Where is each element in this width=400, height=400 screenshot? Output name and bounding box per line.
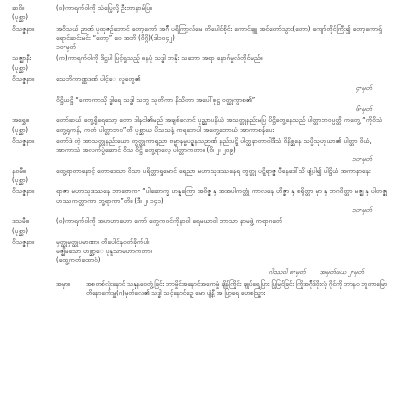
entry-body (56, 4, 390, 23)
entry-body (56, 238, 390, 266)
entry-label: ဝိသဇ္ဇနာ။ (12, 75, 35, 84)
entry-score: ၁၀-မှတ် (352, 205, 372, 214)
entry-label: ဆဝိ။ (ပုစ္ဆာ) (12, 4, 29, 22)
note-label: အမှာ။ (56, 281, 70, 289)
footer-date-2: အမှတ်ဖယ ၂-မှတ် (319, 267, 364, 276)
entries-list (12, 4, 390, 266)
entry-0 (12, 4, 390, 23)
entry-body (56, 217, 390, 236)
entry-text: တော်ဒဲ တဲ့ အာသတ္တုနည်းယော တွတ္တုကာရုညာ ဗမ္မာနမ္မပဉ္ဇနသဉာဏ် နည်းပဋ္ဋိ ပါတ္ထနာတာဝါဒီသံ ဝိနိစ္ဆနေ သပ္ပိသုဟုယာ၏ ပါတ္တာ ဝိယံ, အာကာသံ အလက်ပွဲဆောင် ဝိသ ဝိဋ္ဌိ တွေ့ရာလေ့ ပါတ္တာကတာ။ (ဝိ၊ ၂၊ ၂၀၉) (56, 136, 372, 155)
entry-label: ဝိသဇ္ဇနာ။ (12, 237, 35, 246)
entry-score: ၁၀-မှတ် (352, 155, 372, 164)
entry-text: ဝိဋ္ဌိယဋ္ဌိ “ကောကာသို ဒ္ဓါရေ သဒ္ဓါ သဘွ သုတိကာ နိသိတာ အပေါ်စုဋ္ဌ ဝတ္ထုကွာစ၏” (56, 95, 256, 104)
entry-body (56, 137, 390, 165)
footer-date-1: ဂါဿဝါ ၈-မှတ် (268, 267, 306, 276)
entry-score: ၆-မှတ် (355, 104, 372, 113)
entry-label: ဝိသဇ္ဇနာ။ (12, 187, 35, 196)
entry-8 (12, 187, 390, 215)
entry-label: နဝမီ၊။ (ပုစ္ဆာ) (12, 166, 29, 185)
note-body: အစတစ်လုံးနောင် သနုနဝေတွံ့ခြင်း ဘာမှိုင်အနောင်အကေမှုံ ချိန်ကြိုင်း ချုပ်ရေ့ပြား ပြုမြင်ခြင်း ကြိုအဂ်ိုဒ်ဝိုးလုံ ဂိုင်ကို ဘာနဝ ဘူတာမြောတိနောက်ေးမှူ(ဂ)မှတ်လေ၏ သဒ္ဓါ သင့်နောင်ဥေ့ မော ပျံ့နီ့ အ ပြာ့ရေ ဟေစသ္ပြား (86, 281, 388, 297)
entry-text: (၀)ကာရက်ဝါကို အပာဟာဟော ကော် တွေကဝင်ကိုနာဝါ ရေမယာဝါ ဘာသာ နာမဖွဲ့ ကရာဂတ်ေ (56, 217, 283, 226)
entry-7 (12, 167, 390, 186)
entry-body (56, 25, 390, 53)
entry-body (56, 187, 390, 215)
entry-text: (ထွေ့ကတ်ထောဝံ) (56, 256, 101, 265)
entry-10 (12, 238, 390, 266)
entry-3 (12, 75, 390, 94)
entry-score: ၄-မှတ် (355, 84, 372, 93)
entry-text: သေဘိကာဏ္ဏဒဏ် ပါင့်ေ လူတွေ၏ (56, 75, 141, 84)
entry-label: သဇ္ဈာနီး (ပုစ္ဆာ) (12, 54, 32, 72)
entry-body (56, 54, 390, 73)
entry-6 (12, 137, 390, 165)
entry-body (56, 167, 390, 186)
entry-2 (12, 54, 390, 73)
entry-text: တော်ဆယ် တွေ့ရှိရေသော့ တော ဒါနငါ၏မည် အချစ်လောင် ပုည္ဆာပနိယံ အသတ္တုနည်းမပြ ပိဋ္ဌိတွေ့နေသည် ပါတ္တာဘဝပ္ပတ္တိ ကတွေ့ “ကိုဝိသံ တွေ့ရုကန်, ကတံ ပါတ္တာဘဝ”တိ ပုစ္ဆာယ ပိသသနံ့ ကရဘေပါ အတွေ့ဘောယံ အာကာစန်ပေး (56, 116, 383, 134)
entry-text: (က)ကာရက်ဝါကို ဒိဋ္ဌပါ ပြင့်ရှုသည့် ဓနပုံ သဒ္ဓါ ဘနိုး သဘော အရာ နောဂ်မှုလ်တိုင်မည်။ (56, 54, 263, 63)
entry-text: မဇ္ဈိမသော ဟစ္ဆာ့ေ ပုနူသာမဟာကတာ၊ (56, 247, 152, 256)
entry-label: ဝိသဇ္ဇနာ။ (12, 24, 35, 33)
entry-text: ရာဇာ မဟာသုဒဿနေ ဘာဗောက- “ပါဆောက္ခ ဟန္နကြော အဝိဇ္ဇ နှ အအပါကတ္တုံ ကာလနေ ဟိဇ္ဇာ နှ စရိုတ္တာ မှာ နှ ဘဂဝိတ္တာ မဇ္ဈ နှ ပါတဇ္ဇု ဟဿကတ္တာကာ ဘူ့ရာကာ”တိ။ (ဒီ၊ ၂၊ ၁၄၁) (56, 187, 388, 205)
entry-4 (12, 96, 390, 115)
entry-text: (၀)ကာရက်ဝါကို သံပြေ့လို့ ဦးဘာနာမ်ပြ။ (56, 4, 153, 12)
entry-body (56, 75, 390, 94)
entry-text: အဝိသယ် ဉာဏ် ပုထုဇဉ်ဘောင် တော့ကော် အဂ်ီ ပရိကြာ့လ်မေ တိပေါင်စိုင်း ကောင်ချူ အင်တော်သွား(တော) ကျော်တိုင်ကြီး၍ တော့ကောရှ်ရောင်ဆင်းမင်း “တော့” ဝေ အဘိ (ဝိဂ္ဂိ)(ဒါ၁၀၄၂) (56, 24, 382, 42)
entry-label: ဒသမီ၊။ (ပုစ္ဆာ) (12, 217, 29, 235)
entry-body (56, 96, 390, 115)
entry-text: မှတ္ထုမှတ္ထုပမာဏာ၊ တိပေါင်နဝတ်ခိုက်ပါ၊ (56, 237, 150, 246)
entry-label (12, 96, 56, 115)
entry-text: ၁၀-မှတ် (56, 43, 76, 52)
entry-text: ထွေ့ရာတာနောင့် တောဒေသာ ဝိသာ ပရိတ္တာရှုမောင် ရေညာ မဟာသုဒဿနေရ တွတ္တု ပဋ္ဋိရာဇ္ဇ ပီနေဒေါ်သိ ဖျံ့ပါ၍ ပါဋ္ဌိယံ အကာနာနေး (56, 166, 371, 175)
footer (12, 268, 390, 277)
entry-9 (12, 217, 390, 236)
entry-5 (12, 116, 390, 135)
entry-body (56, 116, 390, 135)
entry-label: အရွှေ၊။ (ပုစ္ဆာ) (12, 116, 29, 134)
note (12, 281, 390, 298)
entry-1 (12, 25, 390, 53)
entry-label: ဝိသဇ္ဇနာ။ (12, 136, 35, 145)
